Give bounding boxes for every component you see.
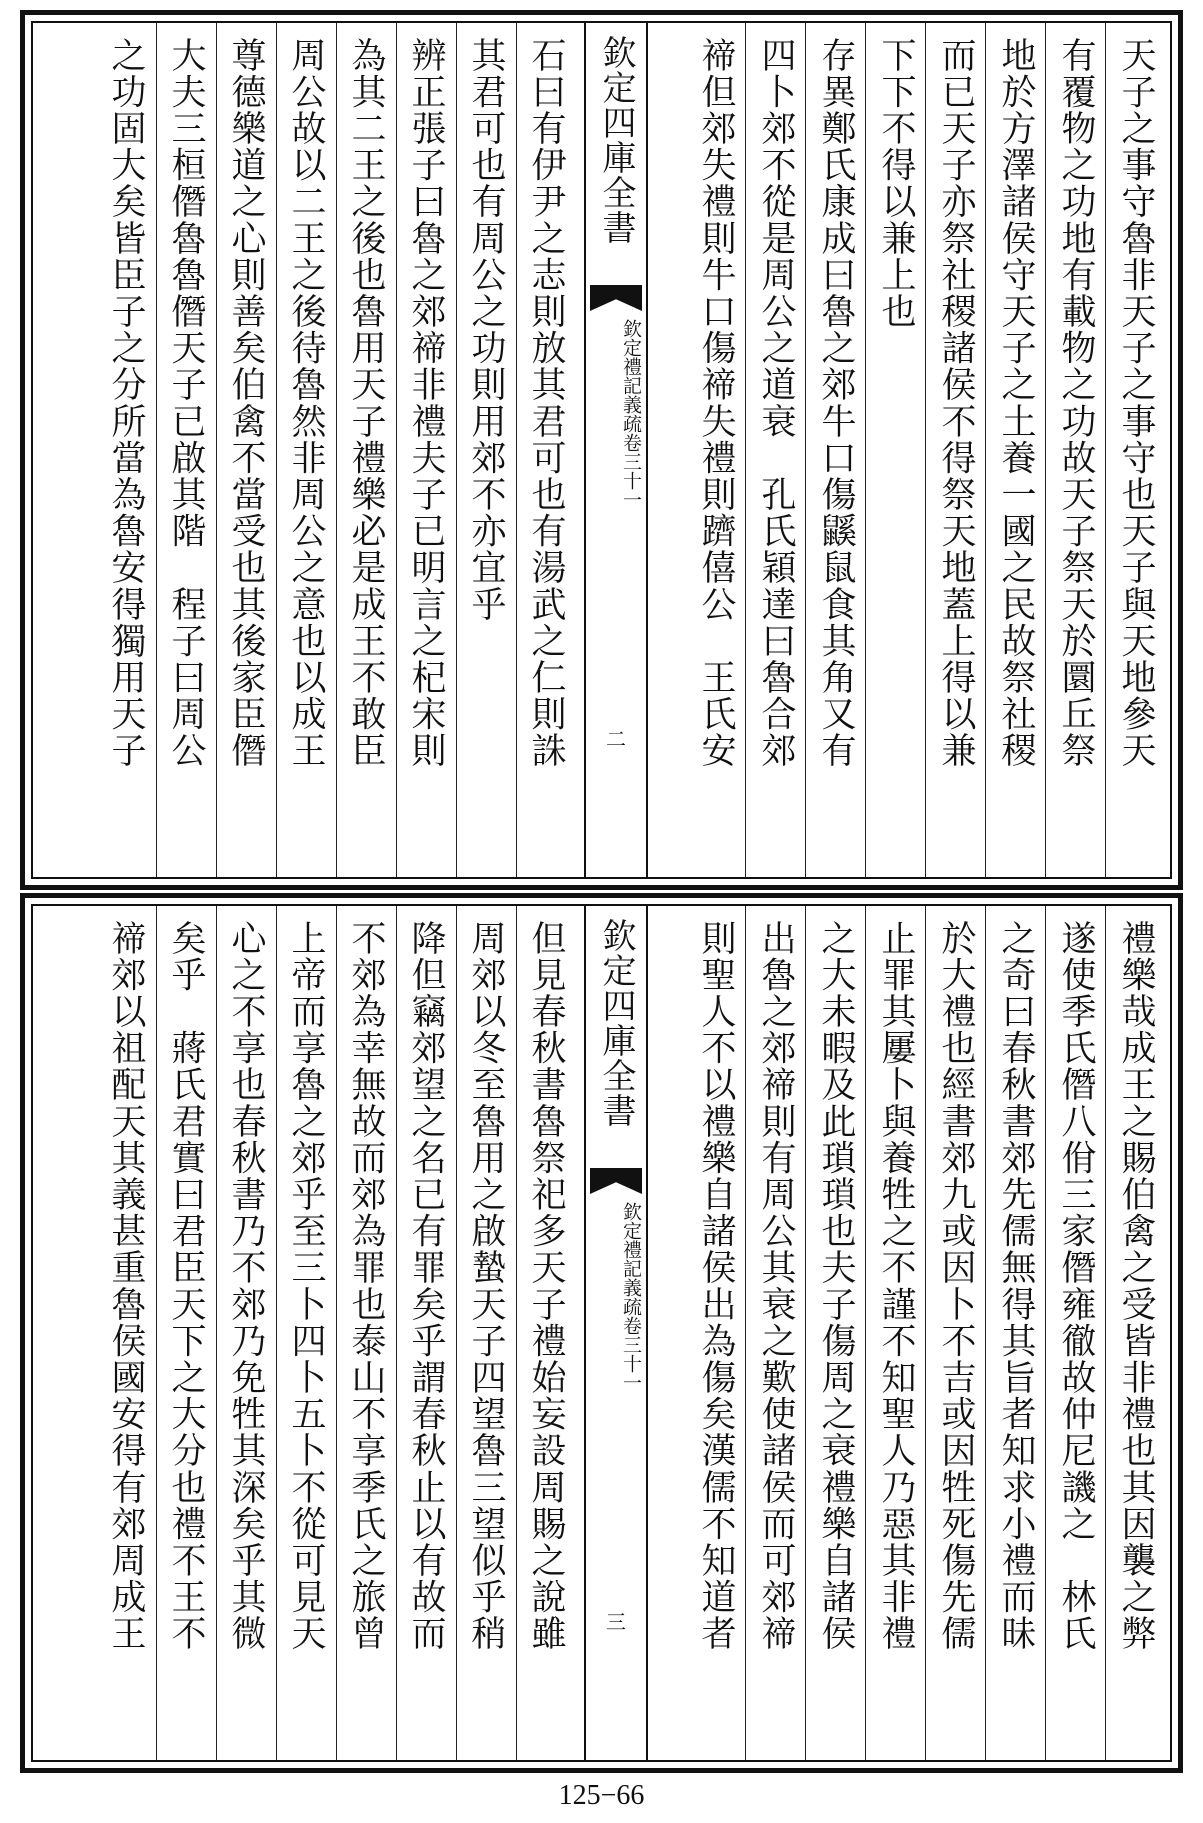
text-column: 有覆物之功地有載物之功故天子祭天於圜丘祭	[1056, 37, 1096, 769]
column-rule	[156, 23, 157, 877]
text-column: 四卜郊不從是周公之道衰 孔氏穎達曰魯合郊	[756, 37, 796, 769]
text-column: 為其二王之後也魯用天子禮樂必是成王不敢臣	[346, 37, 386, 769]
column-rule	[745, 906, 746, 1760]
text-column: 則聖人不以禮樂自諸侯出為傷矣漢儒不知道者	[696, 920, 736, 1652]
plate-number: 125−66	[558, 1780, 645, 1811]
column-rule	[985, 23, 986, 877]
column-rule	[1045, 906, 1046, 1760]
center-fold-strip	[584, 23, 648, 877]
text-column: 止罪其屢卜與養牲之不謹不知聖人乃惡其非禮	[876, 920, 916, 1652]
column-rule	[516, 906, 517, 1760]
text-column: 降但竊郊望之名已有罪矣乎謂春秋止以有故而	[406, 920, 446, 1652]
column-rule	[1105, 23, 1106, 877]
text-column: 大夫三桓僭魯魯僭天子已啟其階 程子曰周公	[166, 37, 206, 769]
lower-page	[20, 893, 1183, 1773]
text-column: 遂使季氏僭八佾三家僭雍徹故仲尼譏之 林氏	[1056, 920, 1096, 1652]
text-column: 心之不享也春秋書乃不郊乃免牲其深矣乎其微	[226, 920, 266, 1652]
column-rule	[865, 23, 866, 877]
text-column: 辨正張子曰魯之郊禘非禮夫子已明言之杞宋則	[406, 37, 446, 769]
column-rule	[805, 906, 806, 1760]
volume-title: 欽定禮記義疏卷三十一	[620, 1202, 642, 1392]
column-rule	[396, 906, 397, 1760]
book-title: 欽定四庫全書	[596, 35, 636, 245]
column-rule	[985, 906, 986, 1760]
text-column: 天子之事守魯非天子之事守也天子與天地參天	[1116, 37, 1156, 769]
volume-title: 欽定禮記義疏卷三十一	[620, 319, 642, 509]
column-rule	[336, 906, 337, 1760]
upper-page	[20, 10, 1183, 890]
text-column: 矣乎 蔣氏君實曰君臣天下之大分也禮不王不	[166, 920, 206, 1652]
column-rule	[156, 906, 157, 1760]
lower-page-frame	[31, 904, 1172, 1762]
column-rule	[865, 906, 866, 1760]
text-column: 周郊以冬至魯用之啟蟄天子四望魯三望似乎稍	[466, 920, 506, 1652]
text-column: 而已天子亦祭社稷諸侯不得祭天地蓋上得以兼	[936, 37, 976, 769]
text-column: 之奇曰春秋書郊先儒無得其旨者知求小禮而昧	[996, 920, 1036, 1652]
text-column: 之大未暇及此瑣瑣也夫子傷周之衰禮樂自諸侯	[816, 920, 856, 1652]
fish-tail-mark	[590, 1168, 642, 1194]
text-column: 禘但郊失禮則牛口傷禘失禮則躋僖公 王氏安	[696, 37, 736, 769]
fish-tail-mark	[590, 285, 642, 311]
center-fold-strip	[584, 906, 648, 1760]
column-rule	[516, 23, 517, 877]
text-column: 禮樂哉成王之賜伯禽之受皆非禮也其因襲之弊	[1116, 920, 1156, 1652]
column-rule	[925, 23, 926, 877]
text-column: 不郊為幸無故而郊為罪也泰山不享季氏之旅曾	[346, 920, 386, 1652]
column-rule	[925, 906, 926, 1760]
text-column: 出魯之郊禘則有周公其衰之歎使諸侯而可郊禘	[756, 920, 796, 1652]
text-column: 下下不得以兼上也	[876, 37, 916, 330]
column-rule	[336, 23, 337, 877]
text-column: 地於方澤諸侯守天子之土養一國之民故祭社稷	[996, 37, 1036, 769]
column-rule	[745, 23, 746, 877]
column-rule	[276, 23, 277, 877]
page-number: 三	[606, 1610, 626, 1634]
column-rule	[1105, 906, 1106, 1760]
page-number: 二	[606, 727, 626, 751]
text-column: 存異鄭氏康成曰魯之郊牛口傷鼷鼠食其角又有	[816, 37, 856, 769]
text-column: 於大禮也經書郊九或因卜不吉或因牲死傷先儒	[936, 920, 976, 1652]
text-column: 但見春秋書魯祭祀多天子禮始妄設周賜之說雖	[526, 920, 566, 1652]
column-rule	[216, 23, 217, 877]
column-rule	[1045, 23, 1046, 877]
text-column: 其君可也有周公之功則用郊不亦宜乎	[466, 37, 506, 623]
text-column: 石曰有伊尹之志則放其君可也有湯武之仁則誅	[526, 37, 566, 769]
text-column: 周公故以二王之後待魯然非周公之意也以成王	[286, 37, 326, 769]
text-column: 上帝而享魯之郊乎至三卜四卜五卜不從可見天	[286, 920, 326, 1652]
upper-page-frame	[31, 21, 1172, 879]
text-column: 尊德樂道之心則善矣伯禽不當受也其後家臣僭	[226, 37, 266, 769]
column-rule	[805, 23, 806, 877]
text-column: 之功固大矣皆臣子之分所當為魯安得獨用天子	[106, 37, 146, 769]
column-rule	[456, 23, 457, 877]
column-rule	[396, 23, 397, 877]
column-rule	[216, 906, 217, 1760]
column-rule	[456, 906, 457, 1760]
book-title: 欽定四庫全書	[596, 918, 636, 1128]
column-rule	[276, 906, 277, 1760]
text-column: 禘郊以祖配天其義甚重魯侯國安得有郊周成王	[106, 920, 146, 1652]
